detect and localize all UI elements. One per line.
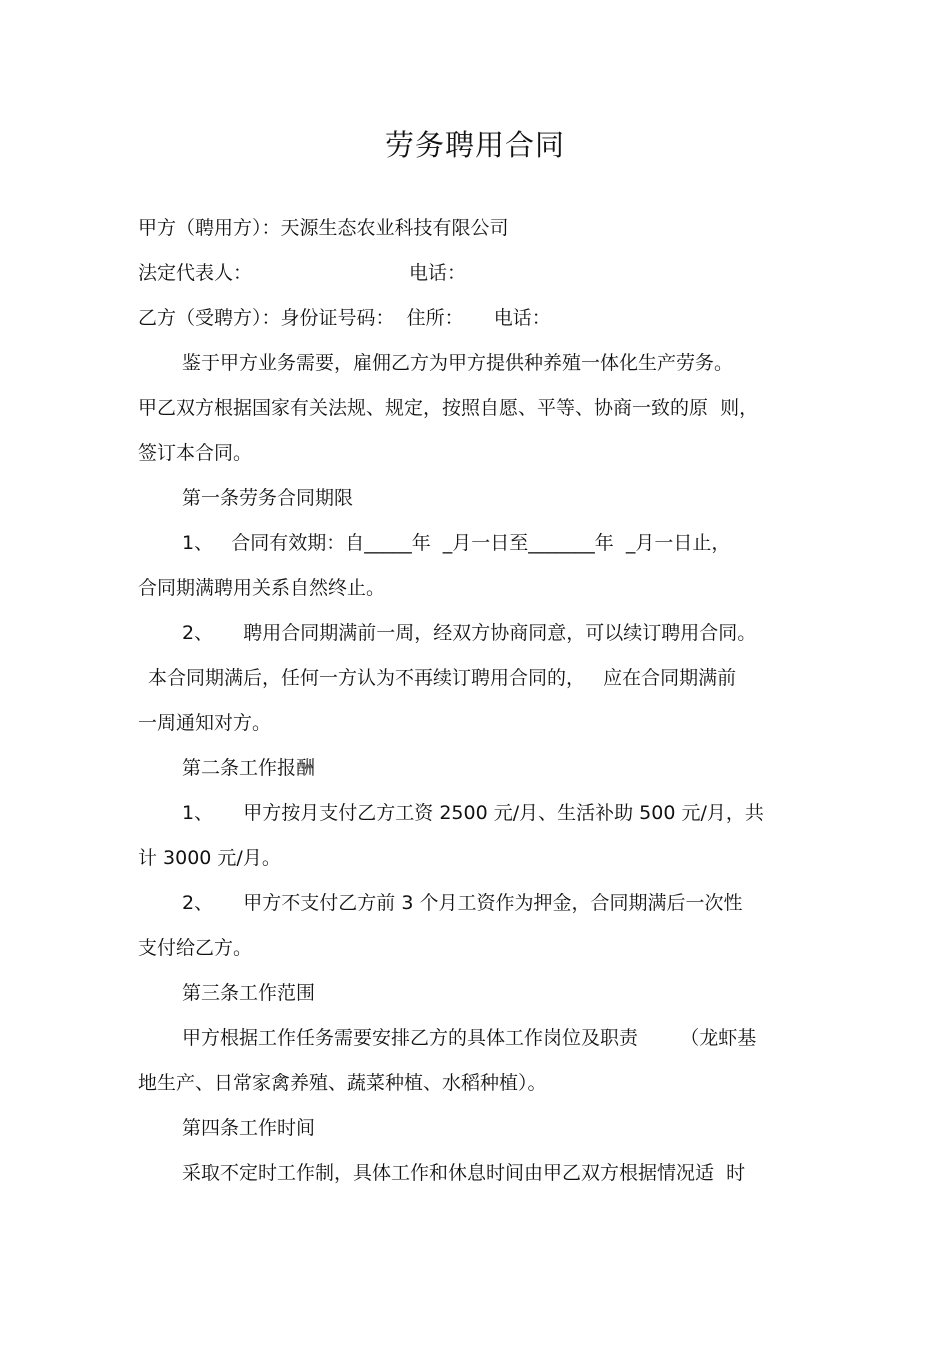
article-3-heading: 第三条工作范围 xyxy=(182,982,316,1004)
article-1-clause-1-cont: 合同期满聘用关系自然终止。 xyxy=(138,577,386,599)
party-a-line: 甲方（聘用方）：天源生态农业科技有限公司 xyxy=(138,217,509,239)
article-2-clause-1: 1、 甲方按月支付乙方工资 2500 元/月、生活补助 500 元/月，共 xyxy=(182,802,764,824)
legal-rep-line: 法定代表人： 电话： xyxy=(138,262,467,284)
article-3-body: 甲方根据工作任务需要安排乙方的具体工作岗位及职责 （龙虾基 xyxy=(182,1027,757,1049)
article-2-clause-1-cont: 计 3000 元/月。 xyxy=(138,847,281,869)
preamble-line-3: 签订本合同。 xyxy=(138,442,253,464)
article-3-body-cont: 地生产、日常家禽养殖、蔬菜种植、水稻种植）。 xyxy=(138,1072,547,1094)
article-1-clause-2-cont: 本合同期满后，任何一方认为不再续订聘用合同的， 应在合同期满前 xyxy=(148,667,737,689)
article-1-heading: 第一条劳务合同期限 xyxy=(182,487,354,509)
article-2-heading: 第二条工作报酬 xyxy=(182,757,316,779)
article-4-heading: 第四条工作时间 xyxy=(182,1117,316,1139)
article-2-clause-2: 2、 甲方不支付乙方前 3 个月工资作为押金，合同期满后一次性 xyxy=(182,892,743,914)
article-4-body: 采取不定时工作制，具体工作和休息时间由甲乙双方根据情况适 时 xyxy=(182,1162,746,1184)
preamble-line-1: 鉴于甲方业务需要，雇佣乙方为甲方提供种养殖一体化生产劳务。 xyxy=(182,352,734,374)
article-2-clause-2-cont: 支付给乙方。 xyxy=(138,937,253,959)
document-title: 劳务聘用合同 xyxy=(384,128,565,162)
preamble-line-2: 甲乙双方根据国家有关法规、规定，按照自愿、平等、协商一致的原 则， xyxy=(138,397,759,419)
party-b-line: 乙方（受聘方）：身份证号码： 住所： 电话： xyxy=(138,307,551,329)
article-1-clause-2: 2、 聘用合同期满前一周，经双方协商同意，可以续订聘用合同。 xyxy=(182,622,757,644)
article-1-clause-1: 1、 合同有效期：自_____年 _月一日至_______年 _月一日止， xyxy=(182,532,731,554)
article-1-clause-2-end: 一周通知对方。 xyxy=(138,712,272,734)
